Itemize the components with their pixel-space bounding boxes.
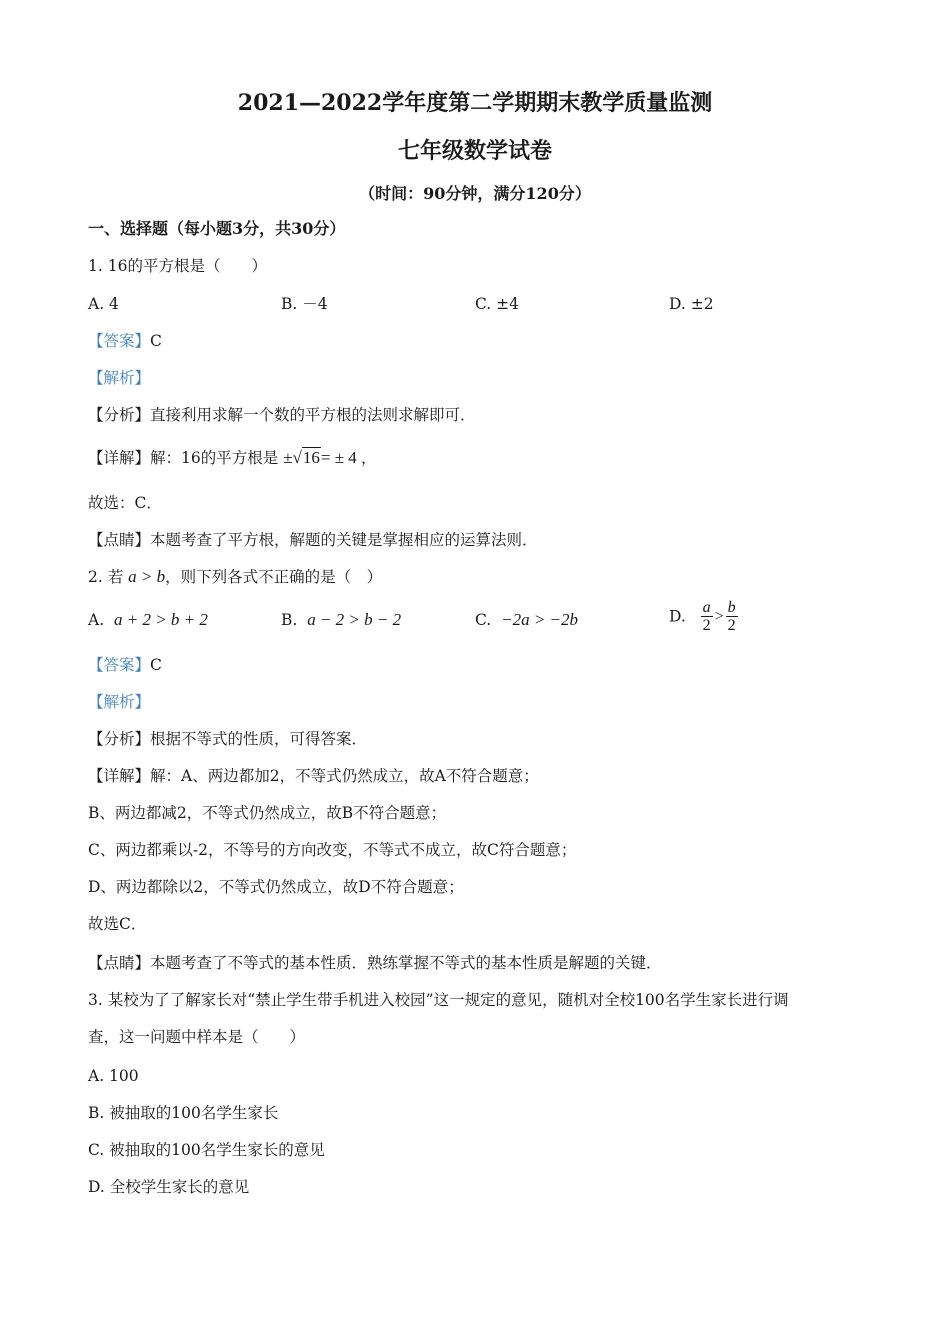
q2-option-c-label: C. <box>475 611 492 629</box>
q2-analysis-tag: 【解析】 <box>88 693 151 711</box>
fraction-denominator: 2 <box>702 617 711 634</box>
q2-option-a-label: A. <box>88 611 105 629</box>
q2-option-c <box>475 610 578 630</box>
q2-option-b-label: B. <box>281 611 298 629</box>
q1-comment-line <box>88 530 538 550</box>
q2-answer: C <box>150 656 162 674</box>
q1-detail-line <box>88 448 377 468</box>
q3-stem-line1: 3. 某校为了了解家长对“禁止学生带手机进入校园”这一规定的意见，随机对全校100名学生家长进行调 <box>88 991 789 1009</box>
q2-stem-math: a > b <box>128 567 166 586</box>
q2-detail-a: 解：A、两边都加2，不等式仍然成立，故A不符合题意； <box>150 767 539 785</box>
q2-option-b <box>281 610 401 630</box>
q3-option-c: C. 被抽取的100名学生家长的意见 <box>88 1141 325 1159</box>
q1-answer-tag: 【答案】 <box>88 332 151 350</box>
q2-detail-d: D、两边都除以2，不等式仍然成立，故D不符合题意； <box>88 878 464 896</box>
q1-fenxi: 直接利用求解一个数的平方根的法则求解即可． <box>150 406 476 424</box>
q1-option-a: A. 4 <box>88 295 119 313</box>
q2-option-a <box>88 610 208 630</box>
q1-detail-suffix: ， <box>361 449 377 467</box>
q3-stem-line2: 查，这一问题中样本是（ ） <box>88 1028 306 1046</box>
fraction-b-over-2 <box>726 599 738 634</box>
exam-title: 2021—2022学年度第二学期期末教学质量监测 <box>237 90 713 116</box>
greater-than-sign: > <box>714 607 724 625</box>
q1-detail-prefix: 解：16的平方根是 <box>150 449 279 467</box>
q2-fenxi-tag: 【分析】 <box>88 730 151 748</box>
q2-stem-prefix: 2. 若 <box>88 568 124 586</box>
q3-option-a: A. 100 <box>88 1067 139 1085</box>
exam-subtitle: 七年级数学试卷 <box>397 138 552 164</box>
fraction-numerator: a <box>702 599 711 616</box>
q1-option-b: B. －4 <box>281 295 328 313</box>
fraction-numerator: b <box>727 599 736 616</box>
q1-choose: 故选：C． <box>88 494 162 512</box>
fraction-denominator: 2 <box>727 617 736 634</box>
q1-radicand: 16 <box>302 448 320 467</box>
q2-answer-line <box>88 655 162 675</box>
q1-comment-tag: 【点睛】 <box>88 531 151 549</box>
q2-detail-tag: 【详解】 <box>88 767 151 785</box>
fraction-a-over-2 <box>701 599 713 634</box>
sqrt-symbol: √16 <box>292 448 320 467</box>
section-heading: 一、选择题（每小题3分，共30分） <box>88 219 346 238</box>
q2-option-d <box>669 599 738 634</box>
q1-answer: C <box>150 332 162 350</box>
q1-option-d: D. ±2 <box>669 295 714 313</box>
q1-answer-line <box>88 331 162 351</box>
q1-analysis-tag: 【解析】 <box>88 369 151 387</box>
q2-answer-tag: 【答案】 <box>88 656 151 674</box>
q2-option-c-math: −2a > −2b <box>501 610 579 629</box>
q1-stem: 1. 16的平方根是（ ） <box>88 257 267 275</box>
q2-fenxi-line <box>88 729 367 749</box>
q1-option-c: C. ±4 <box>475 295 520 313</box>
q2-option-d-label: D. <box>669 607 686 626</box>
q1-detail-tag: 【详解】 <box>88 449 151 467</box>
q2-detail-b: B、两边都减2，不等式仍然成立，故B不符合题意； <box>88 804 447 822</box>
exam-info: （时间：90分钟，满分120分） <box>359 184 591 203</box>
q2-choose: 故选C． <box>88 915 147 933</box>
q1-fenxi-line <box>88 405 476 425</box>
q2-detail-c: C、两边都乘以-2，不等号的方向改变，不等式不成立，故C符合题意； <box>88 841 577 859</box>
q2-option-a-math: a + 2 > b + 2 <box>113 610 208 629</box>
q2-fenxi: 根据不等式的性质，可得答案． <box>150 730 368 748</box>
q1-fenxi-tag: 【分析】 <box>88 406 151 424</box>
q2-detail-line <box>88 766 539 786</box>
q2-stem-suffix: ，则下列各式不正确的是（ ） <box>165 568 383 586</box>
q2-comment: 本题考查了不等式的基本性质．熟练掌握不等式的基本性质是解题的关键． <box>150 954 662 972</box>
q2-stem <box>88 567 382 587</box>
q2-comment-line <box>88 953 662 973</box>
q1-comment: 本题考查了平方根，解题的关键是掌握相应的运算法则． <box>150 531 538 549</box>
q1-detail-rest: = ± 4 <box>320 448 357 467</box>
q1-pm: ± <box>283 448 293 467</box>
q3-option-d: D. 全校学生家长的意见 <box>88 1178 250 1196</box>
q2-option-b-math: a − 2 > b − 2 <box>307 610 402 629</box>
q1-detail-math <box>283 448 361 467</box>
q2-comment-tag: 【点睛】 <box>88 954 151 972</box>
q3-option-b: B. 被抽取的100名学生家长 <box>88 1104 279 1122</box>
